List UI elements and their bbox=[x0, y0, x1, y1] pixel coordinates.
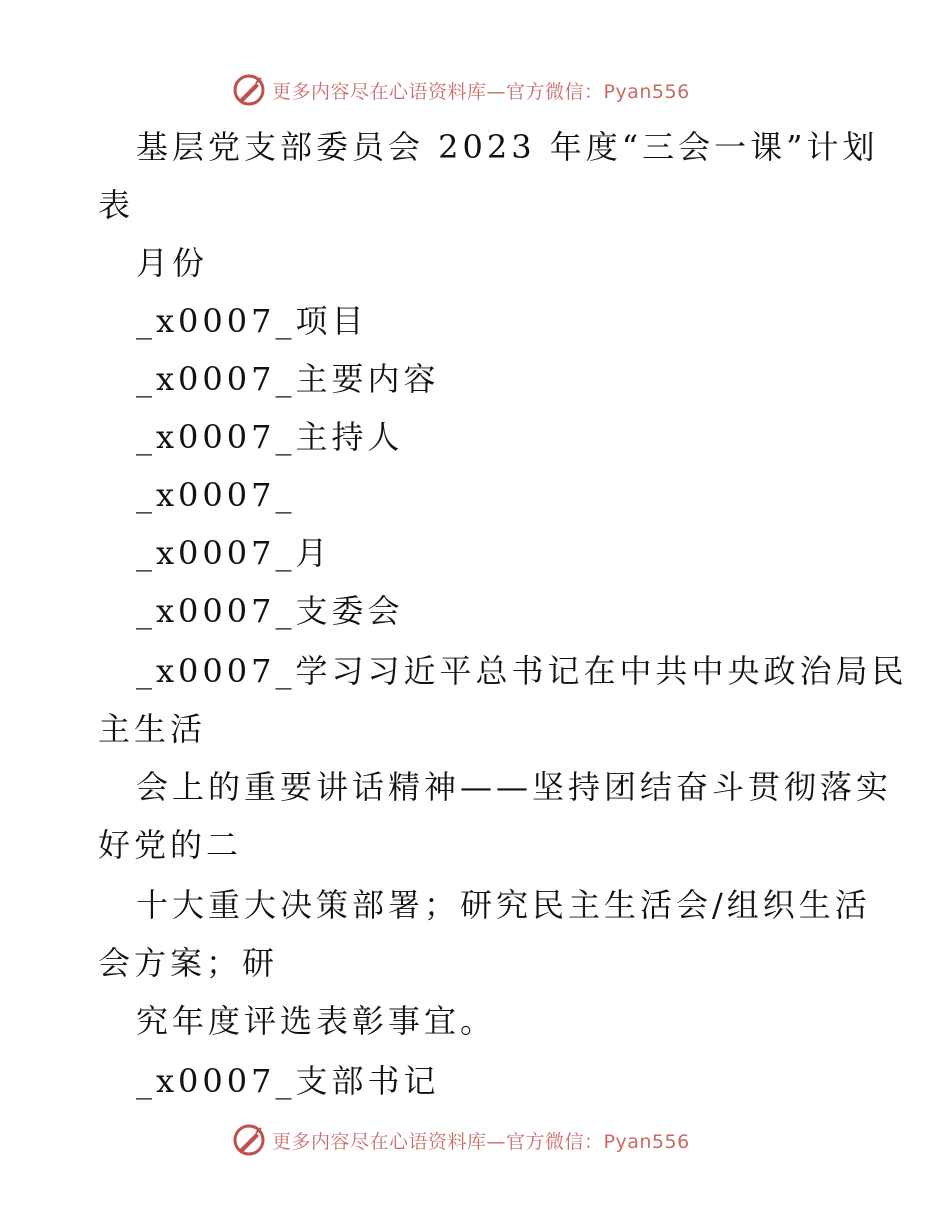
text-line: _x0007_项目 bbox=[136, 302, 368, 340]
pen-logo-icon bbox=[232, 1123, 266, 1157]
text-line: _x0007_ bbox=[136, 476, 296, 514]
watermark-text: 更多内容尽在心语资料库—官方微信：Pyan556 bbox=[272, 1130, 690, 1153]
text-line: 主生活 bbox=[98, 710, 207, 748]
text-line: _x0007_学习习近平总书记在中共中央政治局民 bbox=[136, 652, 908, 690]
watermark-header bbox=[232, 70, 690, 110]
text-line: 会上的重要讲话精神——坚持团结奋斗贯彻落实 bbox=[136, 768, 893, 806]
watermark-text: 更多内容尽在心语资料库—官方微信：Pyan556 bbox=[272, 80, 690, 103]
text-line: _x0007_月 bbox=[136, 534, 332, 572]
text-line: 月份 bbox=[136, 244, 209, 282]
text-line: _x0007_主持人 bbox=[136, 418, 404, 456]
text-line: _x0007_支委会 bbox=[136, 592, 404, 630]
text-line: 好党的二 bbox=[98, 826, 243, 864]
document-title-line-1: 基层党支部委员会 2023 年度“三会一课”计划 bbox=[136, 128, 879, 166]
pen-logo-icon bbox=[232, 73, 266, 107]
watermark-footer bbox=[232, 1120, 690, 1160]
document-title-line-2: 表 bbox=[98, 186, 135, 224]
text-line: 究年度评选表彰事宜。 bbox=[136, 1002, 497, 1040]
text-line: _x0007_主要内容 bbox=[136, 360, 440, 398]
text-line: 十大重大决策部署；研究民主生活会/组织生活 bbox=[136, 886, 871, 924]
text-line: 会方案；研 bbox=[98, 944, 279, 982]
text-line: _x0007_支部书记 bbox=[136, 1062, 440, 1100]
